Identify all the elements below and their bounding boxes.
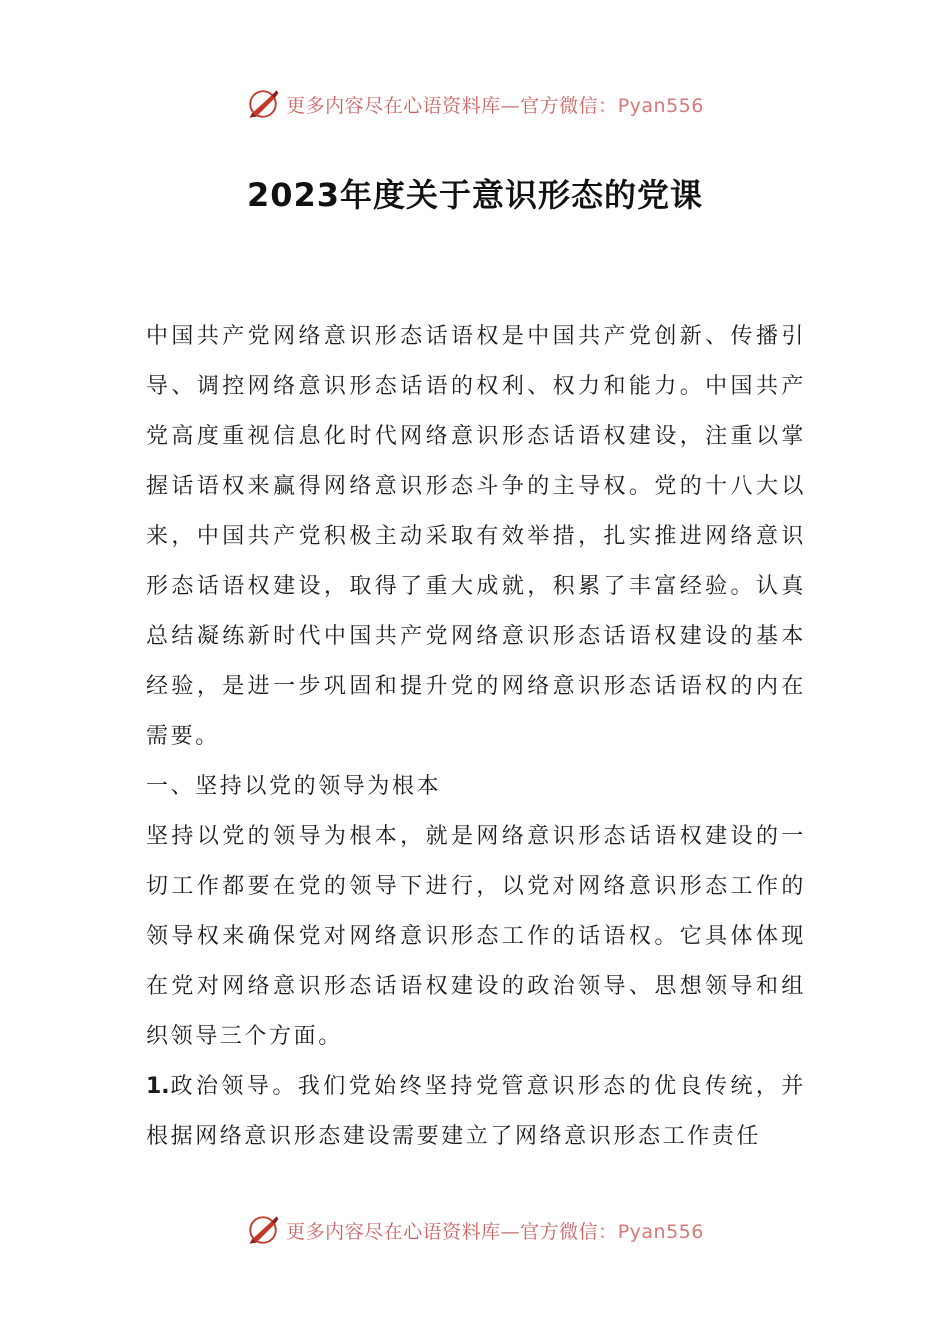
document-title: 2023年度关于意识形态的党课 — [246, 176, 704, 214]
watermark-text — [286, 91, 704, 118]
watermark-brand: 更多内容尽在心语资料库 — [286, 94, 501, 117]
watermark-wechat-id: Pyan556 — [617, 1220, 704, 1243]
watermark-label: 官方微信： — [520, 1220, 618, 1243]
list-item-1 — [146, 1062, 806, 1162]
header-watermark — [0, 84, 950, 124]
section-1-paragraph: 坚持以党的领导为根本，就是网络意识形态话语权建设的一切工作都要在党的领导下进行，以党对网络意识形态工作的领导权来确保党对网络意识形态工作的话语权。它具体体现在党对网络意识形态话语权建设的政治领导、思想领导和组织领导三个方面。 — [146, 824, 806, 1049]
watermark-separator: — — [500, 94, 521, 117]
watermark-separator: — — [500, 1220, 521, 1243]
watermark-wechat-id: Pyan556 — [617, 94, 704, 117]
list-item-1-text: 政治领导。我们党始终坚持党管意识形态的优良传统，并根据网络意识形态建设需要建立了网络意识形态工作责任 — [146, 1074, 806, 1149]
document-body — [146, 312, 806, 1162]
watermark-text — [286, 1217, 704, 1244]
list-item-1-number: 1. — [146, 1074, 170, 1099]
watermark-label: 官方微信： — [520, 94, 618, 117]
footer-watermark — [0, 1210, 950, 1250]
pen-logo-icon — [246, 1213, 280, 1247]
watermark-brand: 更多内容尽在心语资料库 — [286, 1220, 501, 1243]
section-heading-1: 一、坚持以党的领导为根本 — [146, 774, 442, 799]
intro-paragraph: 中国共产党网络意识形态话语权是中国共产党创新、传播引导、调控网络意识形态话语的权利、权力和能力。中国共产党高度重视信息化时代网络意识形态话语权建设，注重以掌握话语权来赢得网络意识形态斗争的主导权。党的十八大以来，中国共产党积极主动采取有效举措，扎实推进网络意识形态话语权建设，取得了重大成就，积累了丰富经验。认真总结凝练新时代中国共产党网络意识形态话语权建设的基本经验，是进一步巩固和提升党的网络意识形态话语权的内在需要。 — [146, 324, 806, 749]
pen-logo-icon — [246, 87, 280, 121]
